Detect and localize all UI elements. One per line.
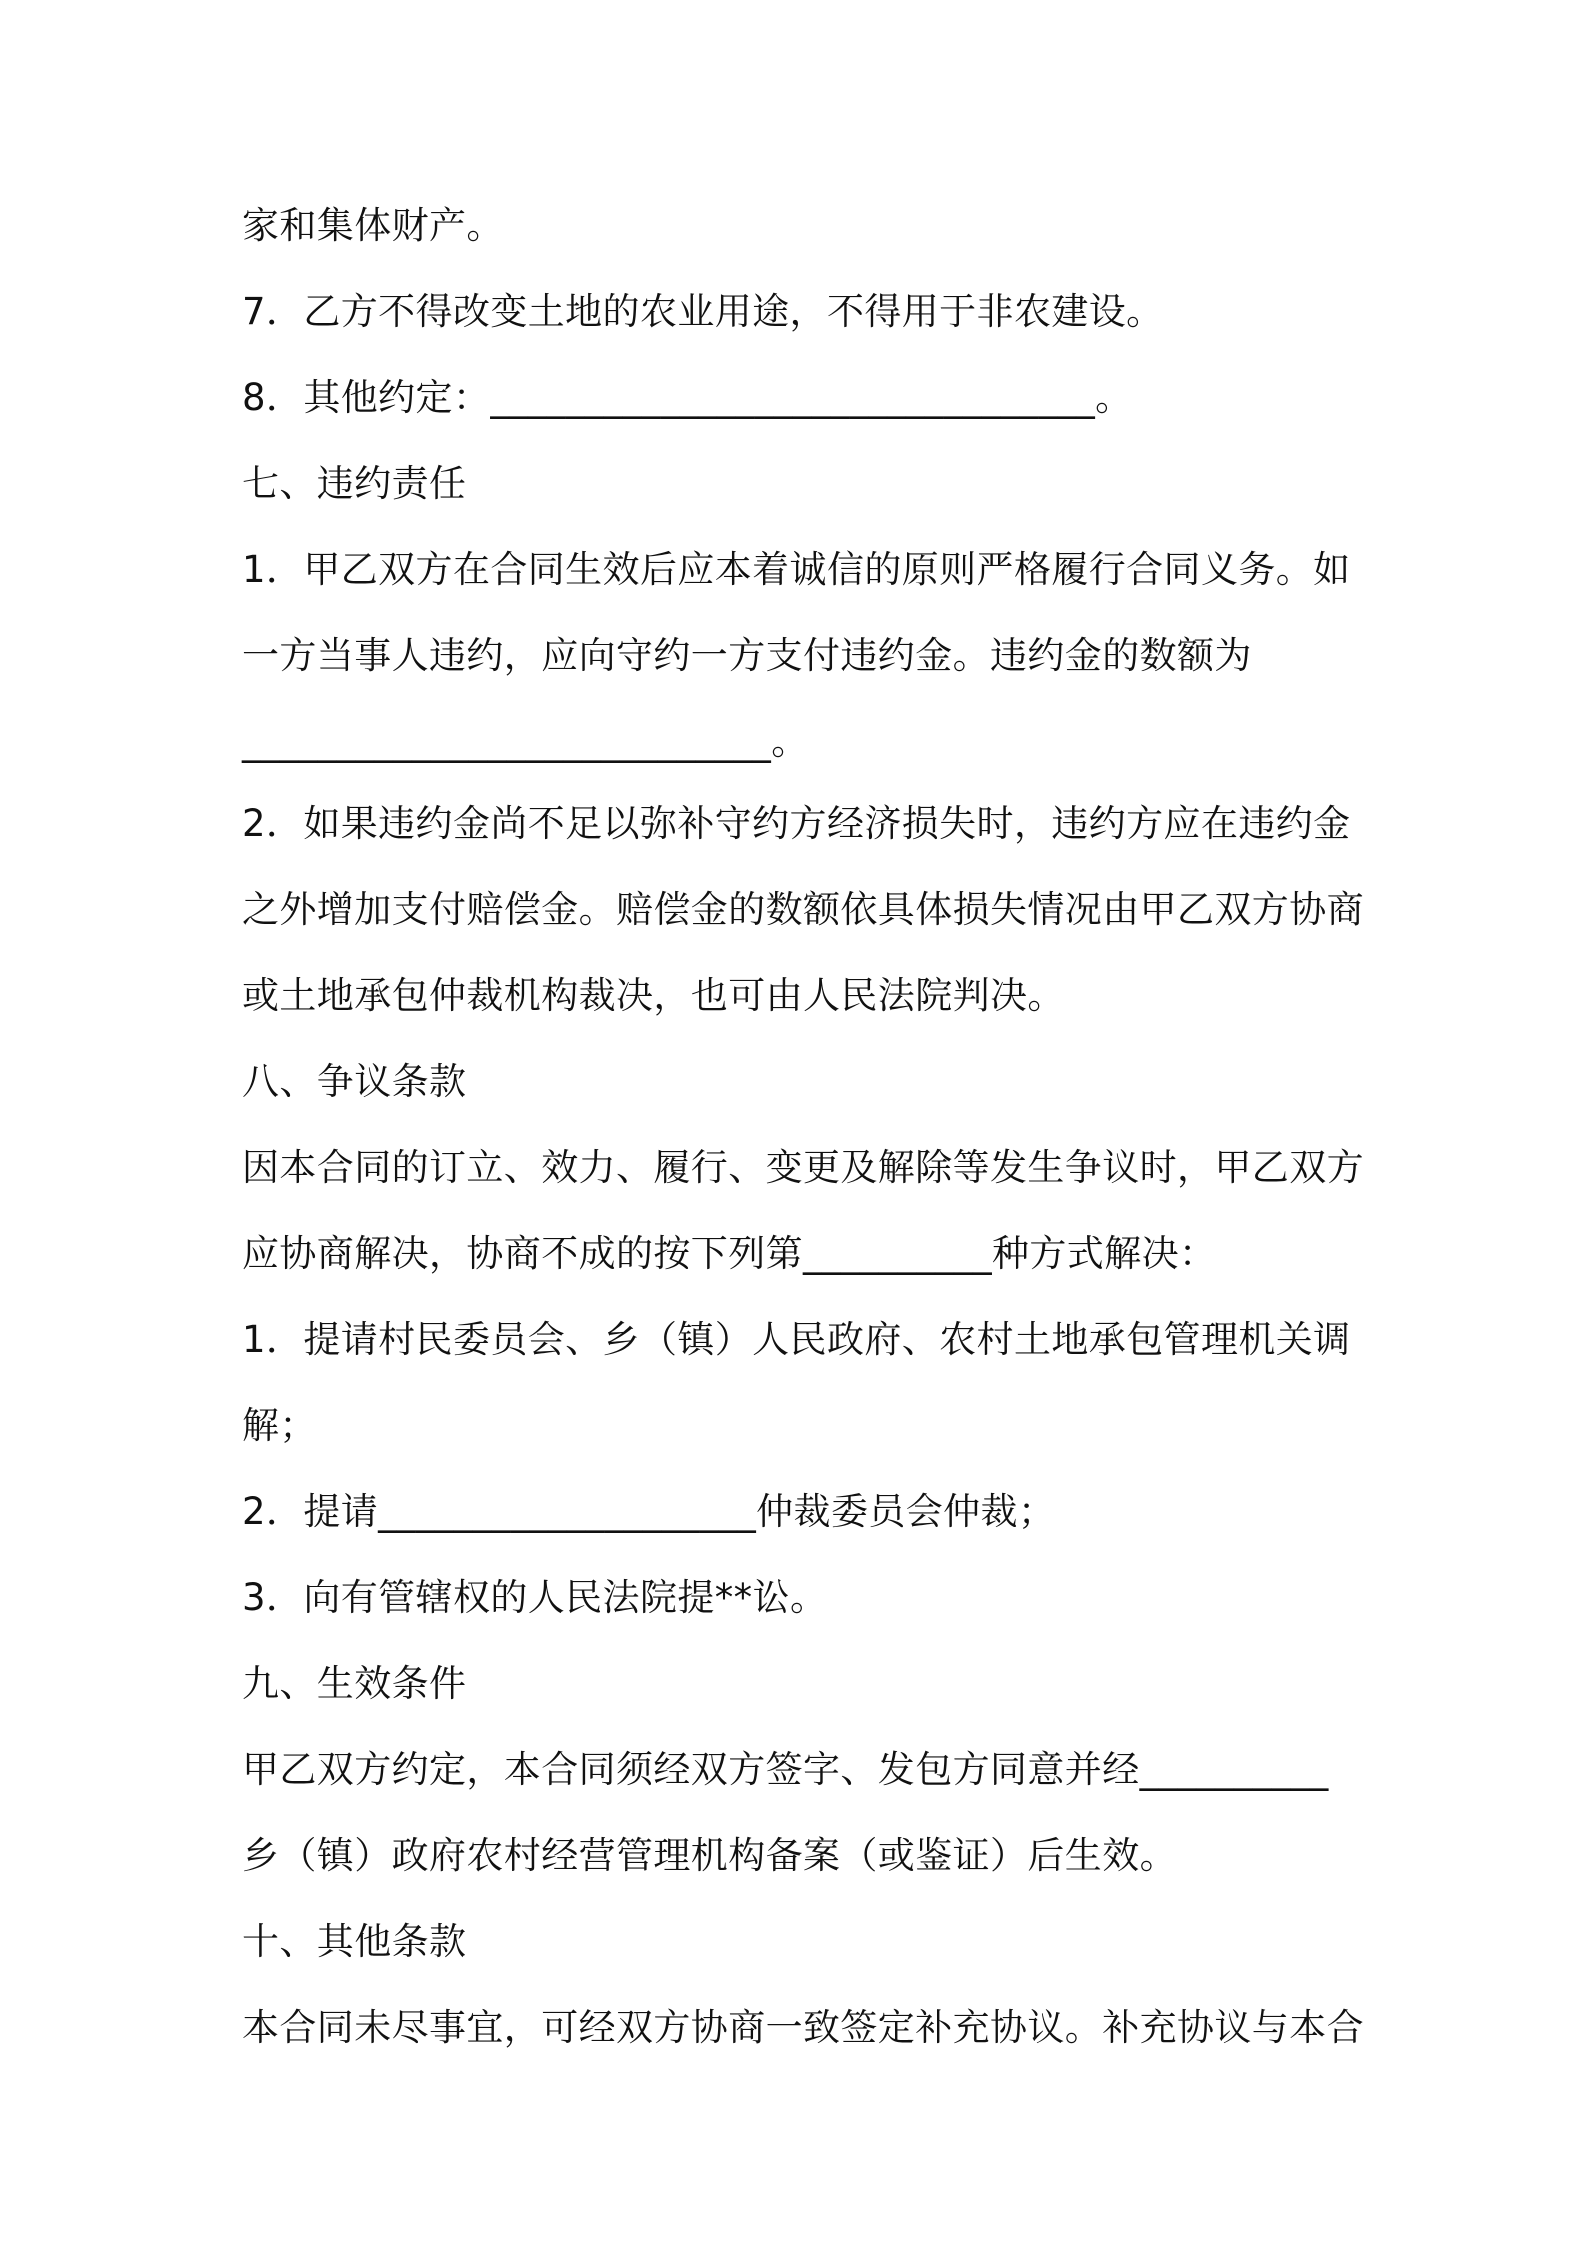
body-text-line: 或土地承包仲裁机构裁决，也可由人民法院判决。 bbox=[242, 974, 1065, 1017]
body-text-line: 解； bbox=[242, 1404, 317, 1447]
effective-conditions-paragraph: 甲乙双方约定，本合同须经双方签字、发包方同意并经__________ bbox=[242, 1748, 1329, 1791]
body-text-line: 之外增加支付赔偿金。赔偿金的数额依具体损失情况由甲乙双方协商 bbox=[242, 888, 1364, 931]
dispute-paragraph: 因本合同的订立、效力、履行、变更及解除等发生争议时，甲乙双方 bbox=[242, 1146, 1364, 1189]
other-terms-paragraph: 本合同未尽事宜，可经双方协商一致签定补充协议。补充协议与本合 bbox=[242, 2006, 1364, 2049]
body-text-line: 乡（镇）政府农村经营管理机构备案（或鉴证）后生效。 bbox=[242, 1834, 1177, 1877]
section-heading-breach-liability: 七、违约责任 bbox=[242, 462, 467, 505]
clause-8-other-agreements: 8．其他约定：________________________________。 bbox=[242, 376, 1133, 419]
dispute-option-1: 1．提请村民委员会、乡（镇）人民政府、农村土地承包管理机关调 bbox=[242, 1318, 1351, 1361]
section-heading-dispute-terms: 八、争议条款 bbox=[242, 1060, 467, 1103]
body-text-line: 应协商解决，协商不成的按下列第__________种方式解决： bbox=[242, 1232, 1217, 1275]
breach-clause-2: 2．如果违约金尚不足以弥补守约方经济损失时，违约方应在违约金 bbox=[242, 802, 1351, 845]
clause-7: 7．乙方不得改变土地的农业用途，不得用于非农建设。 bbox=[242, 290, 1164, 333]
dispute-option-3: 3．向有管辖权的人民法院提**讼。 bbox=[242, 1576, 828, 1619]
breach-clause-1: 1．甲乙双方在合同生效后应本着诚信的原则严格履行合同义务。如 bbox=[242, 548, 1351, 591]
blank-fill-line: ____________________________。 bbox=[242, 720, 809, 763]
body-text-line: 一方当事人违约，应向守约一方支付违约金。违约金的数额为 bbox=[242, 634, 1252, 677]
section-heading-other-terms: 十、其他条款 bbox=[242, 1920, 467, 1963]
body-text-line: 家和集体财产。 bbox=[242, 204, 504, 247]
dispute-option-2: 2．提请____________________仲裁委员会仲裁； bbox=[242, 1490, 1056, 1533]
section-heading-effective-conditions: 九、生效条件 bbox=[242, 1662, 467, 1705]
